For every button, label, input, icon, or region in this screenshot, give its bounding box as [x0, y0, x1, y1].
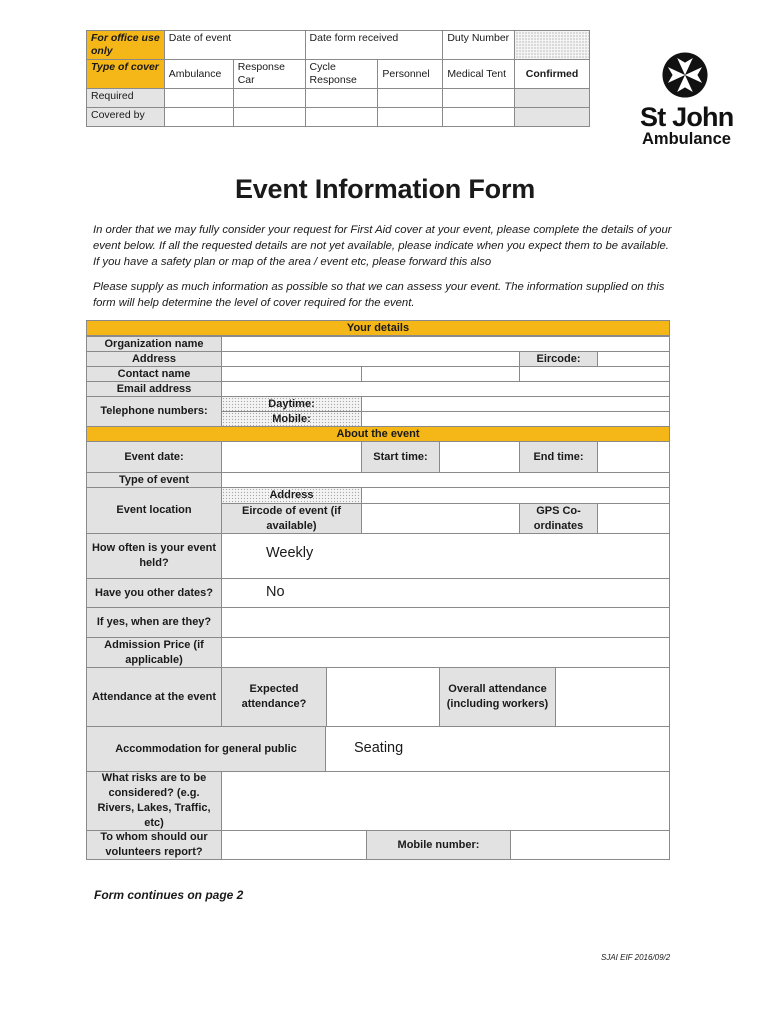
organization-name-field[interactable]	[221, 336, 670, 352]
covered-tent-field[interactable]	[443, 108, 515, 127]
contact-name-field-3[interactable]	[519, 366, 670, 382]
end-time-field[interactable]	[597, 441, 670, 473]
date-form-received-label: Date form received	[305, 31, 443, 60]
admission-price-field[interactable]	[221, 637, 670, 668]
covered-response-car-field[interactable]	[233, 108, 305, 127]
overall-attendance-label: Overall attendance (including workers)	[439, 667, 556, 727]
organization-name-label: Organization name	[86, 336, 222, 352]
covered-personnel-field[interactable]	[378, 108, 443, 127]
maltese-cross-icon	[662, 52, 708, 98]
mobile-number-label: Mobile number:	[366, 830, 511, 860]
expected-attendance-label: Expected attendance?	[221, 667, 327, 727]
how-often-field[interactable]: Weekly	[221, 533, 670, 579]
personnel-label: Personnel	[378, 60, 443, 89]
about-event-header: About the event	[86, 426, 670, 442]
daytime-phone-field[interactable]	[361, 396, 670, 412]
gps-field[interactable]	[597, 503, 670, 534]
eircode-field[interactable]	[597, 351, 670, 367]
accommodation-label: Accommodation for general public	[86, 726, 326, 772]
event-information-form	[86, 320, 670, 860]
st-john-logo	[640, 52, 770, 152]
report-to-field[interactable]	[221, 830, 367, 860]
overall-attendance-field[interactable]	[555, 667, 670, 727]
eircode-of-event-field[interactable]	[361, 503, 520, 534]
how-often-label: How often is your event held?	[86, 533, 222, 579]
logo-text-ambulance: Ambulance	[642, 130, 731, 148]
covered-by-label: Covered by	[87, 108, 165, 127]
covered-cycle-field[interactable]	[305, 108, 378, 127]
event-date-field[interactable]	[221, 441, 362, 473]
end-time-label: End time:	[519, 441, 598, 473]
type-of-event-label: Type of event	[86, 472, 222, 488]
location-address-label: Address	[221, 487, 362, 504]
office-use-table	[86, 30, 590, 127]
for-office-use-label: For office use only	[87, 31, 165, 60]
required-confirmed-field[interactable]	[515, 89, 590, 108]
cycle-response-label: Cycle Response	[305, 60, 378, 89]
admission-price-label: Admission Price (if applicable)	[86, 637, 222, 668]
other-dates-field[interactable]: No	[221, 578, 670, 608]
confirmed-label: Confirmed	[515, 60, 590, 89]
event-location-label: Event location	[86, 487, 222, 534]
ambulance-label: Ambulance	[164, 60, 233, 89]
covered-ambulance-field[interactable]	[164, 108, 233, 127]
form-continues-note: Form continues on page 2	[94, 888, 244, 902]
event-date-label: Event date:	[86, 441, 222, 473]
start-time-label: Start time:	[361, 441, 440, 473]
other-dates-label: Have you other dates?	[86, 578, 222, 608]
required-response-car-field[interactable]	[233, 89, 305, 108]
address-field[interactable]	[221, 351, 520, 367]
attendance-label: Attendance at the event	[86, 667, 222, 727]
intro-paragraph-2: Please supply as much information as possible so that we can assess your event. The information supplied on this form will help determine the level of cover required for the event.	[93, 281, 665, 309]
contact-name-field[interactable]	[221, 366, 362, 382]
contact-name-field-2[interactable]	[361, 366, 520, 382]
daytime-label: Daytime:	[221, 396, 362, 412]
response-car-label: Response Car	[233, 60, 305, 89]
form-code: SJAI EIF 2016/09/2	[601, 953, 671, 962]
type-of-cover-label: Type of cover	[87, 60, 165, 89]
if-yes-field[interactable]	[221, 607, 670, 638]
logo-text-st-john: St John	[640, 102, 734, 132]
duty-number-label: Duty Number	[443, 31, 515, 60]
required-tent-field[interactable]	[443, 89, 515, 108]
duty-number-field[interactable]	[515, 31, 590, 60]
if-yes-label: If yes, when are they?	[86, 607, 222, 638]
medical-tent-label: Medical Tent	[443, 60, 515, 89]
risks-label: What risks are to be considered? (e.g. Rivers, Lakes, Traffic, etc)	[86, 771, 222, 831]
email-address-field[interactable]	[221, 381, 670, 397]
required-ambulance-field[interactable]	[164, 89, 233, 108]
email-address-label: Email address	[86, 381, 222, 397]
contact-name-label: Contact name	[86, 366, 222, 382]
report-to-label: To whom should our volunteers report?	[86, 830, 222, 860]
mobile-number-field[interactable]	[510, 830, 670, 860]
start-time-field[interactable]	[439, 441, 520, 473]
required-cycle-field[interactable]	[305, 89, 378, 108]
eircode-of-event-label: Eircode of event (if available)	[221, 503, 362, 534]
page-title: Event Information Form	[234, 174, 536, 204]
intro-paragraph-1: In order that we may fully consider your request for First Aid cover at your event, please complete the details of your event below. If all the requested details are not yet available, please indicate when you expect them to be available. If you have a safety plan or map of the area / event etc, please forward this also	[93, 224, 672, 268]
type-of-event-field[interactable]	[221, 472, 670, 488]
mobile-label: Mobile:	[221, 411, 362, 427]
gps-label: GPS Co-ordinates	[519, 503, 598, 534]
covered-confirmed-field[interactable]	[515, 108, 590, 127]
date-of-event-label: Date of event	[164, 31, 305, 60]
required-personnel-field[interactable]	[378, 89, 443, 108]
risks-field[interactable]	[221, 771, 670, 831]
expected-attendance-field[interactable]	[326, 667, 440, 727]
mobile-phone-field[interactable]	[361, 411, 670, 427]
accommodation-field[interactable]: Seating	[325, 726, 670, 772]
eircode-label: Eircode:	[519, 351, 598, 367]
required-label: Required	[87, 89, 165, 108]
telephone-numbers-label: Telephone numbers:	[86, 396, 222, 427]
your-details-header: Your details	[86, 320, 670, 336]
address-label: Address	[86, 351, 222, 367]
location-address-field[interactable]	[361, 487, 670, 504]
